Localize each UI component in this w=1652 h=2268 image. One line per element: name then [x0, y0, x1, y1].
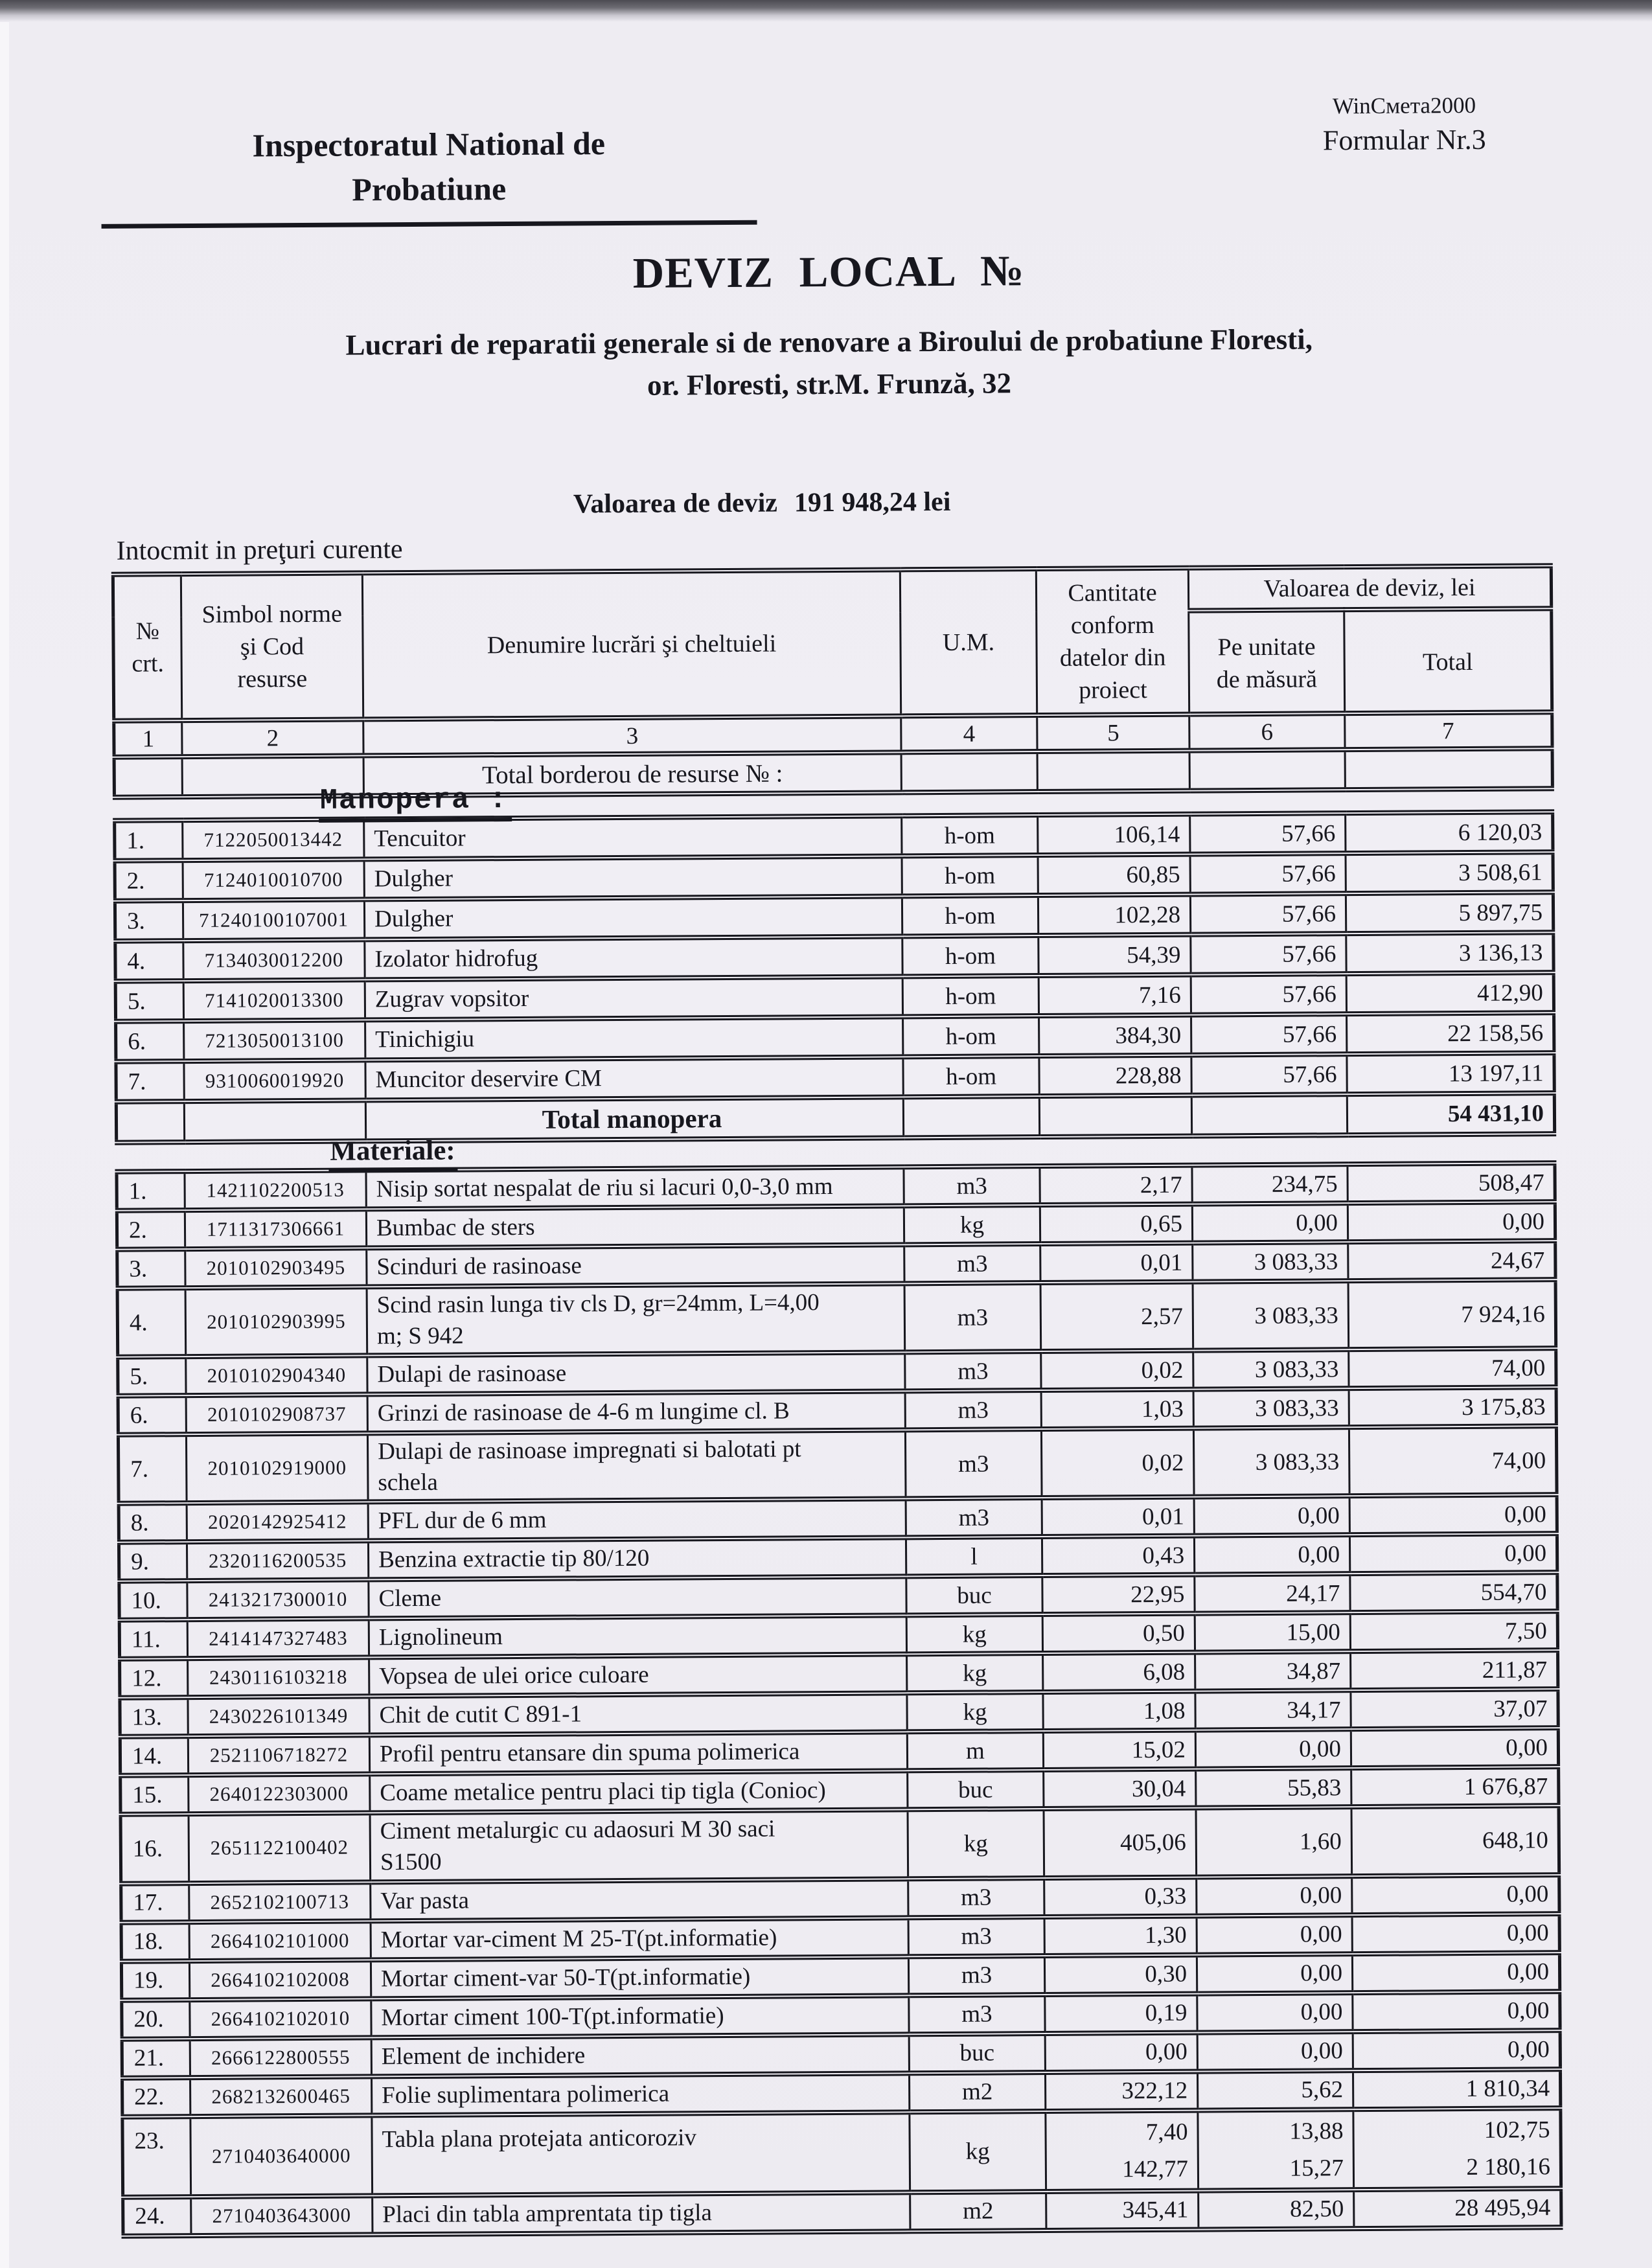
table-row — [118, 1426, 1557, 1504]
quantity-cell: 1,30 — [1044, 1916, 1197, 1955]
quantity-cell: 0,19 — [1045, 1993, 1197, 2033]
column-number: 2 — [182, 720, 363, 757]
total-cell: 554,70 — [1350, 1573, 1557, 1613]
empty-cell — [1191, 1094, 1347, 1136]
total-cell: 5 897,75 — [1346, 892, 1553, 934]
unit-price-cell: 0,00 — [1192, 1203, 1348, 1243]
unit-cell: m3 — [908, 1878, 1044, 1918]
resource-code-cell: 2010102903495 — [185, 1248, 367, 1288]
page-title: DEVIZ LOCAL № — [632, 247, 1025, 297]
unit-price-cell: 57,66 — [1190, 893, 1346, 934]
resource-code-cell: 7122050013442 — [183, 819, 364, 860]
unit-price-cell: 57,66 — [1191, 1054, 1347, 1095]
unit-price-cell: 5,62 — [1197, 2070, 1353, 2110]
column-number: 3 — [363, 716, 901, 756]
unit-price-cell: 34,17 — [1195, 1691, 1351, 1730]
empty-cell — [901, 751, 1037, 792]
row-number-cell: 7. — [118, 1434, 187, 1504]
quantity-cell: 0,02 — [1041, 1351, 1193, 1390]
row-number-cell: 5. — [118, 1357, 186, 1396]
unit-cell: h-om — [902, 895, 1038, 936]
row-number-cell: 6. — [118, 1395, 186, 1435]
work-name-cell: Vopsea de ulei orice culoare — [369, 1655, 907, 1697]
work-name-cell: Ciment metalurgic cu adaosuri M 30 saci S1500 — [370, 1810, 908, 1882]
work-name-cell: Dulgher — [364, 896, 902, 939]
unit-cell: kg — [907, 1692, 1043, 1732]
unit-cell: h-om — [903, 1016, 1039, 1057]
total-cell: 1 810,34 — [1353, 2069, 1560, 2109]
estimate-total-label: Valoarea de deviz — [573, 488, 778, 520]
total-cell: 0,00 — [1351, 1728, 1558, 1769]
work-name-cell: Mortar ciment-var 50-T(pt.informatie) — [371, 1956, 908, 1999]
resource-code-cell: 2430116103218 — [188, 1658, 369, 1698]
unit-price-cell: 0,00 — [1197, 2032, 1353, 2071]
total-cell: 7,50 — [1350, 1612, 1557, 1652]
column-number: 6 — [1189, 713, 1345, 750]
total-cell: 0,00 — [1352, 1875, 1559, 1915]
resource-code-cell: 2666122800555 — [190, 2037, 371, 2078]
resource-code-cell: 2020142925412 — [187, 1502, 368, 1542]
quantity-cell: 345,41 — [1046, 2190, 1199, 2230]
quantity-cell: 0,01 — [1040, 1243, 1193, 1283]
row-number-cell: 17. — [121, 1883, 189, 1923]
unit-cell: h-om — [902, 815, 1038, 856]
unit-cell: kg — [906, 1614, 1042, 1654]
quantity-cell: 384,30 — [1039, 1015, 1191, 1056]
quantity-cell: 405,06 — [1044, 1808, 1197, 1878]
row-number-cell: 12. — [120, 1658, 188, 1698]
unit-cell: h-om — [902, 935, 1038, 976]
col-header-symbol: Simbol norme şi Cod resurse — [181, 573, 363, 720]
unit-cell: buc — [908, 1770, 1044, 1809]
resource-code-cell: 7213050013100 — [184, 1020, 365, 1061]
resource-code-cell: 2010102904340 — [186, 1356, 367, 1396]
total-cell: 24,67 — [1348, 1241, 1555, 1281]
resource-code-cell: 2664102102010 — [190, 1999, 371, 2039]
column-number: 4 — [901, 715, 1037, 752]
resource-code-cell: 2710403643000 — [191, 2195, 373, 2236]
unit-cell: m — [907, 1731, 1043, 1770]
unit-cell: m2 — [910, 2192, 1046, 2231]
work-name-cell: Mortar ciment 100-T(pt.informatie) — [371, 1995, 909, 2037]
unit-cell: kg — [907, 1653, 1043, 1693]
unit-cell: m2 — [909, 2072, 1045, 2112]
unit-cell: m3 — [904, 1244, 1040, 1283]
table-row — [117, 1279, 1556, 1357]
unit-cell: m3 — [904, 1166, 1040, 1206]
materiale-table — [115, 1160, 1563, 2238]
unit-price-cell: 1,60 — [1196, 1807, 1352, 1877]
work-name-cell: Nisip sortat nespalat de riu si lacuri 0,0-3,0 mm — [366, 1167, 904, 1209]
row-number-cell: 1. — [117, 1171, 185, 1211]
resource-code-cell: 7124010010700 — [183, 859, 364, 900]
unit-cell: buc — [909, 2033, 1045, 2073]
quantity-cell: 1,03 — [1041, 1390, 1193, 1429]
total-cell: 3 175,83 — [1349, 1387, 1556, 1427]
row-number-cell: 11. — [119, 1620, 187, 1659]
total-cell: 0,00 — [1349, 1495, 1557, 1535]
quantity-cell: 106,14 — [1038, 814, 1190, 855]
total-cell: 102,75 2 180,16 — [1353, 2108, 1561, 2190]
resource-code-cell: 71240100107001 — [183, 899, 364, 941]
work-name-cell: Tinichigiu — [365, 1016, 903, 1060]
unit-price-cell: 13,88 15,27 — [1198, 2109, 1354, 2190]
resource-code-cell: 7134030012200 — [183, 939, 365, 981]
row-number-cell: 8. — [119, 1503, 187, 1542]
quantity-cell: 0,02 — [1041, 1428, 1194, 1498]
total-cell: 211,87 — [1351, 1651, 1558, 1691]
col-header-no: № crt. — [113, 574, 181, 721]
empty-cell — [1039, 1095, 1191, 1138]
unit-cell: m3 — [905, 1390, 1041, 1430]
work-name-cell: Mortar var-ciment M 25-T(pt.informatie) — [371, 1918, 908, 1960]
table-row — [122, 2108, 1561, 2197]
form-info-block — [1255, 91, 1554, 159]
total-cell: 508,47 — [1348, 1163, 1555, 1203]
quantity-cell: 0,65 — [1040, 1204, 1192, 1244]
empty-cell — [1037, 751, 1189, 792]
work-name-cell: Grinzi de rasinoase de 4-6 m lungime cl. B — [367, 1392, 905, 1434]
work-name-cell: Dulapi de rasinoase impregnati si balotati pt schela — [367, 1430, 906, 1502]
unit-cell: kg — [910, 2111, 1046, 2192]
work-name-cell: Dulapi de rasinoase — [367, 1353, 905, 1395]
col-header-um: U.M. — [900, 569, 1037, 716]
total-cell: 28 495,94 — [1354, 2188, 1561, 2228]
work-name-cell: Tabla plana protejata anticoroziv — [372, 2112, 910, 2195]
manopera-section-label: Manopera : — [319, 783, 512, 823]
quantity-cell: 7,40 142,77 — [1046, 2110, 1199, 2191]
resource-code-cell: 2413217300010 — [187, 1580, 369, 1620]
empty-cell — [114, 757, 182, 797]
work-name-cell: Dulgher — [364, 856, 902, 899]
unit-price-cell: 34,87 — [1195, 1652, 1351, 1691]
empty-cell — [1189, 750, 1345, 790]
resource-code-cell: 9310060019920 — [184, 1060, 365, 1101]
unit-cell: m3 — [908, 1917, 1044, 1956]
work-name-cell: Scind rasin lunga tiv cls D, gr=24mm, L=4,00 m; S 942 — [367, 1283, 905, 1355]
unit-price-cell: 15,00 — [1195, 1613, 1350, 1653]
work-name-cell: Var pasta — [371, 1879, 908, 1921]
resource-code-cell: 2010102908737 — [186, 1395, 367, 1435]
resource-code-cell: 2710403640000 — [190, 2115, 373, 2197]
total-cell: 7 924,16 — [1348, 1279, 1556, 1349]
total-cell: 22 158,56 — [1347, 1013, 1554, 1054]
unit-price-cell: 0,00 — [1197, 1954, 1352, 1993]
work-name-cell: Chit de cutit C 891-1 — [369, 1693, 907, 1735]
unit-cell: m3 — [905, 1351, 1041, 1391]
row-number-cell: 3. — [117, 1249, 185, 1289]
work-name-cell: Scinduri de rasinoase — [367, 1244, 904, 1287]
work-name-cell: PFL dur de 6 mm — [368, 1499, 906, 1541]
row-number-cell: 15. — [120, 1775, 189, 1815]
work-name-cell: Bumbac de sters — [366, 1206, 904, 1248]
total-cell: 13 197,11 — [1347, 1053, 1554, 1094]
table-row — [123, 2188, 1561, 2236]
row-number-cell: 20. — [122, 2000, 190, 2039]
quantity-cell: 0,50 — [1042, 1614, 1195, 1653]
total-cell: 0,00 — [1353, 2030, 1560, 2070]
unit-price-cell: 0,00 — [1197, 1876, 1352, 1916]
total-cell: 74,00 — [1349, 1426, 1557, 1496]
current-prices-note: Intocmit in preţuri curente — [116, 534, 403, 566]
resource-code-cell: 2320116200535 — [187, 1541, 368, 1581]
total-cell: 1 676,87 — [1351, 1767, 1559, 1807]
estimate-header-table — [111, 563, 1554, 800]
unit-price-cell: 57,66 — [1190, 813, 1346, 854]
total-cell: 0,00 — [1353, 1991, 1560, 2032]
row-number-cell: 10. — [119, 1581, 187, 1620]
quantity-cell: 6,08 — [1043, 1653, 1195, 1692]
work-name-cell: Folie suplimentara polimerica — [372, 2073, 910, 2115]
empty-cell — [116, 1101, 184, 1143]
work-name-cell: Zugrav vopsitor — [365, 976, 902, 1020]
quantity-cell: 2,17 — [1040, 1165, 1192, 1205]
quantity-cell: 228,88 — [1039, 1055, 1191, 1096]
resource-code-cell: 2651122100402 — [189, 1813, 371, 1883]
total-cell: 648,10 — [1351, 1806, 1559, 1876]
total-cell: 0,00 — [1349, 1534, 1557, 1574]
row-number-cell: 2. — [117, 1210, 185, 1250]
work-name-cell: Izolator hidrofug — [365, 936, 902, 979]
col-header-value-group: Valoarea de deviz, lei — [1188, 566, 1551, 611]
quantity-cell: 2,57 — [1040, 1282, 1193, 1352]
work-name-cell: Placi din tabla amprentata tip tigla — [373, 2192, 910, 2234]
resource-code-cell: 2640122303000 — [189, 1774, 370, 1815]
unit-cell: h-om — [902, 855, 1038, 896]
row-number-cell: 13. — [120, 1697, 188, 1737]
unit-price-cell: 3 083,33 — [1193, 1242, 1348, 1281]
unit-cell: m3 — [908, 1956, 1044, 1995]
total-cell: 0,00 — [1352, 1953, 1559, 1993]
quantity-cell: 0,30 — [1044, 1954, 1197, 1994]
software-name: WinСмета2000 — [1332, 92, 1476, 119]
total-cell: 3 508,61 — [1346, 852, 1553, 893]
unit-price-cell: 3 083,33 — [1193, 1427, 1349, 1497]
total-cell: 37,07 — [1351, 1690, 1558, 1730]
total-cell: 412,90 — [1346, 972, 1554, 1014]
column-number: 5 — [1037, 715, 1189, 751]
total-cell: 0,00 — [1348, 1202, 1555, 1242]
row-number-cell: 23. — [122, 2116, 191, 2197]
unit-price-cell: 0,00 — [1197, 1993, 1353, 2032]
resource-code-cell: 1421102200513 — [185, 1170, 366, 1210]
quantity-cell: 54,39 — [1038, 935, 1191, 976]
quantity-cell: 0,01 — [1042, 1497, 1194, 1537]
unit-cell: m3 — [909, 1995, 1045, 2034]
unit-price-cell: 57,66 — [1191, 974, 1346, 1014]
unit-price-cell: 24,17 — [1195, 1574, 1350, 1614]
empty-cell — [1345, 748, 1552, 790]
quantity-cell: 15,02 — [1043, 1730, 1195, 1770]
scan-left-edge — [0, 0, 9, 2268]
column-number: 1 — [114, 720, 182, 757]
row-number-cell: 9. — [119, 1542, 187, 1581]
quantity-cell: 7,16 — [1038, 975, 1191, 1016]
total-cell: 3 136,13 — [1346, 932, 1554, 974]
row-number-cell: 14. — [120, 1736, 188, 1776]
unit-cell: m3 — [906, 1498, 1042, 1537]
resource-code-cell: 2664102102008 — [189, 1960, 371, 2000]
unit-price-cell: 0,00 — [1194, 1535, 1349, 1575]
resource-code-cell: 2521106718272 — [188, 1735, 369, 1776]
total-borderou-label: Total borderou de resurse № : — [363, 753, 901, 796]
row-number-cell: 22. — [122, 2078, 190, 2117]
work-name-cell: Cleme — [369, 1577, 906, 1619]
work-name-cell: Profil pentru etansare din spuma polimerica — [369, 1732, 907, 1774]
unit-price-cell: 0,00 — [1197, 1915, 1352, 1954]
resource-code-cell: 2010102903995 — [185, 1287, 367, 1357]
col-header-qty: Cantitate conform datelor din proiect — [1036, 568, 1189, 716]
unit-cell: kg — [908, 1809, 1044, 1878]
work-name-cell: Coame metalice pentru placi tip tigla (Conioc) — [370, 1771, 908, 1813]
row-number-cell: 16. — [120, 1814, 189, 1883]
col-header-unit-price: Pe unitate de măsură — [1189, 610, 1345, 714]
table-row — [120, 1806, 1559, 1884]
unit-price-cell: 57,66 — [1191, 934, 1346, 974]
materiale-section-label: Materiale: — [328, 1135, 458, 1172]
total-cell: 0,00 — [1352, 1914, 1559, 1954]
unit-cell: buc — [906, 1575, 1042, 1615]
quantity-cell: 22,95 — [1042, 1575, 1195, 1614]
section-total-label: Total manopera — [365, 1097, 903, 1141]
work-name-cell: Element de inchidere — [371, 2034, 909, 2076]
col-header-name: Denumire lucrări şi cheltuieli — [362, 569, 901, 719]
organization-name: Inspectoratul National de Probatiune — [101, 120, 757, 229]
quantity-cell: 60,85 — [1038, 854, 1190, 895]
work-name-cell: Muncitor deservire CM — [365, 1057, 903, 1100]
unit-price-cell: 3 083,33 — [1193, 1388, 1349, 1428]
unit-price-cell: 55,83 — [1196, 1769, 1351, 1808]
row-number-cell: 1. — [115, 820, 183, 861]
form-number: Formular Nr.3 — [1322, 123, 1486, 157]
quantity-cell: 102,28 — [1038, 895, 1190, 935]
unit-cell: m3 — [905, 1429, 1042, 1498]
work-name-cell: Benzina extractie tip 80/120 — [368, 1538, 906, 1580]
resource-code-cell: 7141020013300 — [183, 979, 365, 1021]
unit-price-cell: 0,00 — [1194, 1496, 1349, 1536]
unit-cell: m3 — [904, 1283, 1041, 1352]
quantity-cell: 1,08 — [1043, 1691, 1195, 1731]
unit-price-cell: 0,00 — [1195, 1730, 1351, 1769]
row-number-cell: 24. — [123, 2197, 191, 2236]
work-name-cell: Lignolineum — [369, 1616, 906, 1658]
total-cell: 6 120,03 — [1346, 812, 1553, 853]
section-total-value: 54 431,10 — [1347, 1093, 1554, 1135]
unit-price-cell: 82,50 — [1199, 2190, 1354, 2229]
quantity-cell: 0,43 — [1042, 1536, 1194, 1575]
unit-cell: l — [906, 1537, 1042, 1576]
row-number-cell: 4. — [117, 1288, 186, 1357]
manopera-table — [113, 809, 1556, 1145]
unit-price-cell: 3 083,33 — [1193, 1281, 1349, 1351]
estimate-total-amount: 191 948,24 lei — [794, 487, 951, 518]
row-number-cell: 19. — [121, 1961, 189, 2000]
resource-code-cell: 2682132600465 — [190, 2076, 372, 2116]
resource-code-cell: 2652102100713 — [189, 1882, 371, 1922]
col-header-total: Total — [1344, 608, 1552, 713]
row-number-cell: 6. — [116, 1021, 184, 1062]
estimate-total-line — [43, 483, 1481, 523]
row-number-cell: 7. — [116, 1061, 184, 1102]
resource-code-cell: 1711317306661 — [185, 1209, 366, 1249]
resource-code-cell: 2414147327483 — [187, 1619, 369, 1659]
resource-code-cell: 2430226101349 — [188, 1697, 369, 1737]
document-content — [108, 0, 1559, 2268]
row-number-cell: 3. — [115, 900, 183, 941]
empty-cell — [903, 1096, 1039, 1138]
unit-cell: h-om — [902, 976, 1038, 1016]
document-subtitle: Lucrari de reparatii generale si de renovare a Biroului de probatiune Floresti, or. Floresti, str.M. Frunză, 32 — [345, 323, 1313, 402]
quantity-cell: 322,12 — [1045, 2071, 1197, 2111]
unit-price-cell: 57,66 — [1190, 853, 1346, 894]
resource-code-cell: 2010102919000 — [186, 1434, 368, 1504]
unit-cell: kg — [904, 1205, 1040, 1244]
row-number-cell: 5. — [115, 981, 183, 1022]
quantity-cell: 0,00 — [1045, 2032, 1197, 2072]
unit-price-cell: 234,75 — [1192, 1164, 1348, 1204]
quantity-cell: 0,33 — [1044, 1877, 1197, 1916]
unit-price-cell: 57,66 — [1191, 1014, 1347, 1055]
unit-cell: h-om — [903, 1056, 1039, 1097]
work-name-cell: Tencuitor — [364, 816, 902, 859]
row-number-cell: 18. — [121, 1922, 189, 1962]
row-number-cell: 2. — [115, 860, 183, 901]
row-number-cell: 4. — [115, 941, 183, 981]
row-number-cell: 21. — [122, 2039, 190, 2078]
resource-code-cell: 2664102101000 — [189, 1921, 371, 1961]
quantity-cell: 30,04 — [1044, 1769, 1196, 1809]
total-cell: 74,00 — [1349, 1348, 1556, 1388]
unit-price-cell: 3 083,33 — [1193, 1349, 1349, 1389]
column-number: 7 — [1345, 712, 1552, 750]
